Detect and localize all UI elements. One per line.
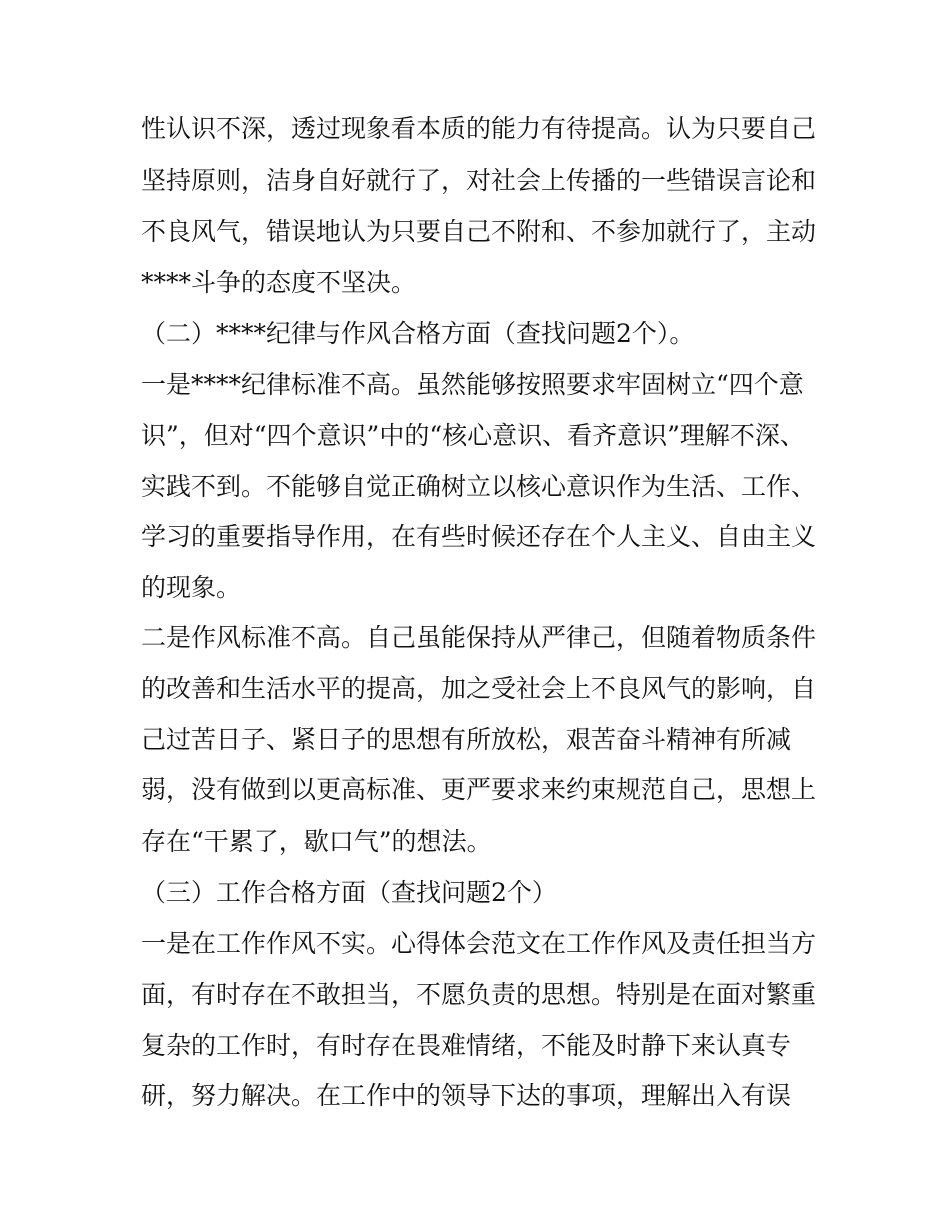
text-line: 己过苦日子、紧日子的思想有所放松，艰苦奋斗精神有所减	[141, 725, 792, 754]
text-line: 性认识不深，透过现象看本质的能力有待提高。认为只要自己	[141, 114, 817, 143]
text-line: 的现象。	[141, 573, 242, 602]
text-line: 学习的重要指导作用，在有些时候还存在个人主义、自由主义	[141, 522, 817, 551]
text-line: 一是****纪律标准不高。虽然能够按照要求牢固树立“四个意	[141, 370, 804, 399]
section-heading: （三）工作合格方面（查找问题2个）	[141, 878, 557, 907]
text-line: 面，有时存在不敢担当，不愿负责的思想。特别是在面对繁重	[141, 980, 817, 1009]
text-line: 研，努力解决。在工作中的领导下达的事项，理解出入有误	[141, 1081, 792, 1110]
text-line: 不良风气，错误地认为只要自己不附和、不参加就行了，主动	[141, 217, 817, 246]
section-heading: （二）****纪律与作风合格方面（查找问题2个）。	[141, 319, 695, 348]
text-line: 一是在工作作风不实。心得体会范文在工作作风及责任担当方	[141, 929, 817, 958]
text-line: 识”，但对“四个意识”中的“核心意识、看齐意识”理解不深、	[141, 421, 805, 450]
text-line: ****斗争的态度不坚决。	[141, 268, 417, 297]
text-line: 坚持原则，洁身自好就行了，对社会上传播的一些错误言论和	[141, 166, 817, 195]
text-line: 弱，没有做到以更高标准、更严要求来约束规范自己，思想上	[141, 775, 817, 804]
text-line: 存在“干累了，歇口气”的想法。	[141, 827, 492, 856]
text-line: 实践不到。不能够自觉正确树立以核心意识作为生活、工作、	[141, 472, 817, 501]
text-line: 的改善和生活水平的提高，加之受社会上不良风气的影响，自	[141, 674, 817, 703]
text-line: 二是作风标准不高。自己虽能保持从严律己，但随着物质条件	[141, 623, 817, 652]
text-line: 复杂的工作时，有时存在畏难情绪，不能及时静下来认真专	[141, 1031, 792, 1060]
